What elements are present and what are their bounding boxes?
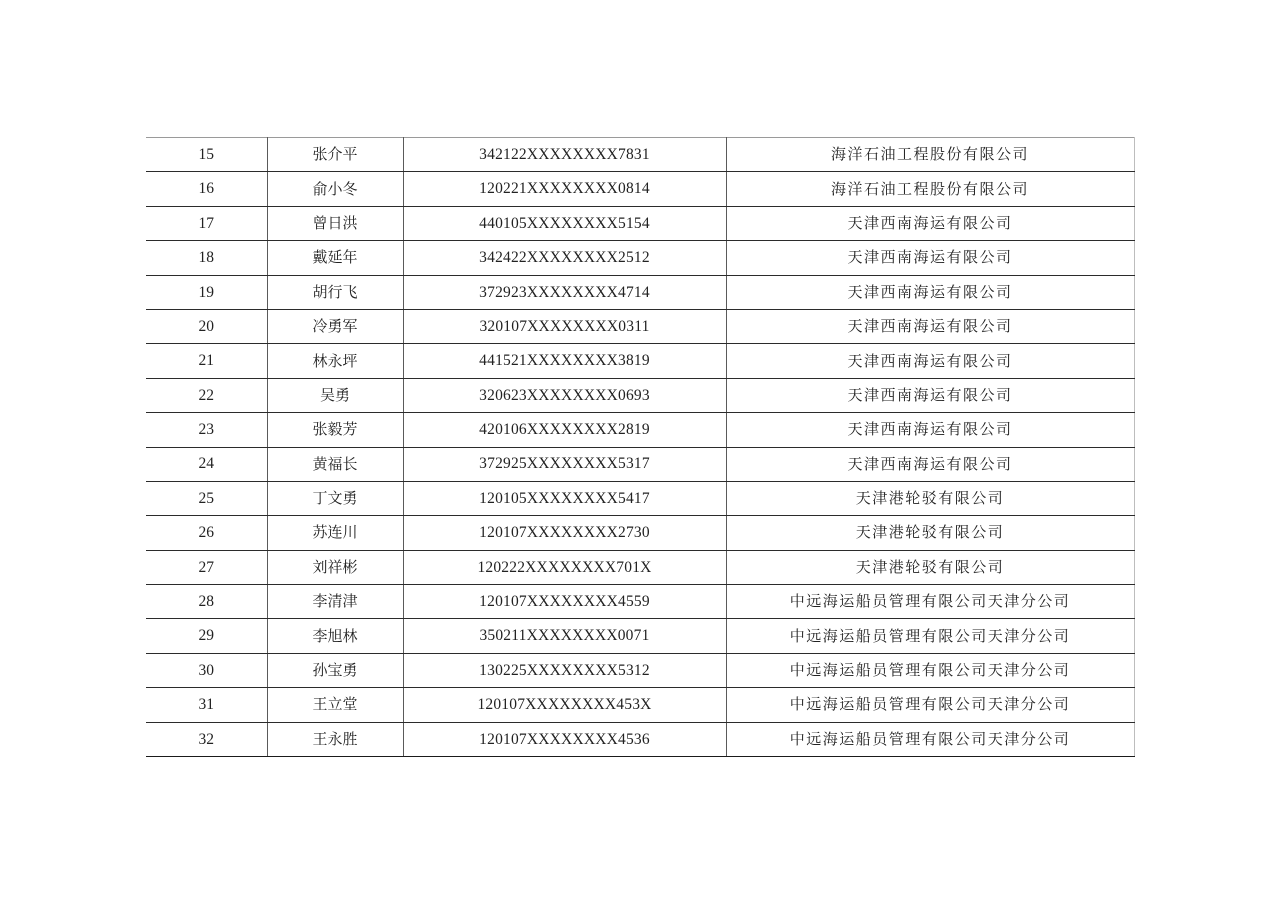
person-name-cell: 黄福长 — [267, 447, 403, 481]
person-name-cell: 冷勇军 — [267, 309, 403, 343]
id-number-cell: 120107XXXXXXXX4536 — [403, 722, 726, 756]
table-row — [146, 413, 1134, 447]
person-name-cell: 林永坪 — [267, 344, 403, 378]
id-number-cell: 372925XXXXXXXX5317 — [403, 447, 726, 481]
id-number-cell: 130225XXXXXXXX5312 — [403, 653, 726, 687]
person-name-cell: 戴延年 — [267, 241, 403, 275]
organization-cell: 海洋石油工程股份有限公司 — [726, 172, 1134, 206]
organization-cell: 天津西南海运有限公司 — [726, 378, 1134, 412]
organization-cell: 中远海运船员管理有限公司天津分公司 — [726, 722, 1134, 756]
id-number-cell: 441521XXXXXXXX3819 — [403, 344, 726, 378]
table-row — [146, 138, 1134, 172]
serial-number-cell: 22 — [146, 378, 267, 412]
table-row — [146, 516, 1134, 550]
id-number-cell: 120221XXXXXXXX0814 — [403, 172, 726, 206]
person-name-cell: 王立堂 — [267, 688, 403, 722]
serial-number-cell: 16 — [146, 172, 267, 206]
organization-cell: 天津西南海运有限公司 — [726, 206, 1134, 240]
organization-cell: 天津西南海运有限公司 — [726, 309, 1134, 343]
organization-cell: 天津港轮驳有限公司 — [726, 481, 1134, 515]
table-row — [146, 172, 1134, 206]
organization-cell: 天津西南海运有限公司 — [726, 447, 1134, 481]
serial-number-cell: 30 — [146, 653, 267, 687]
id-number-cell: 120105XXXXXXXX5417 — [403, 481, 726, 515]
id-number-cell: 320623XXXXXXXX0693 — [403, 378, 726, 412]
table-row — [146, 447, 1134, 481]
table-row — [146, 619, 1134, 653]
organization-cell: 天津西南海运有限公司 — [726, 275, 1134, 309]
id-number-cell: 342422XXXXXXXX2512 — [403, 241, 726, 275]
organization-cell: 天津西南海运有限公司 — [726, 344, 1134, 378]
organization-cell: 天津港轮驳有限公司 — [726, 550, 1134, 584]
person-name-cell: 李旭林 — [267, 619, 403, 653]
person-name-cell: 丁文勇 — [267, 481, 403, 515]
serial-number-cell: 17 — [146, 206, 267, 240]
id-number-cell: 120222XXXXXXXX701X — [403, 550, 726, 584]
serial-number-cell: 31 — [146, 688, 267, 722]
person-name-cell: 张毅芳 — [267, 413, 403, 447]
id-number-cell: 342122XXXXXXXX7831 — [403, 138, 726, 172]
table-row — [146, 688, 1134, 722]
table-row — [146, 481, 1134, 515]
serial-number-cell: 23 — [146, 413, 267, 447]
person-name-cell: 李清津 — [267, 585, 403, 619]
person-name-cell: 曾日洪 — [267, 206, 403, 240]
serial-number-cell: 25 — [146, 481, 267, 515]
personnel-table-body — [146, 138, 1134, 757]
organization-cell: 中远海运船员管理有限公司天津分公司 — [726, 688, 1134, 722]
table-row — [146, 241, 1134, 275]
serial-number-cell: 20 — [146, 309, 267, 343]
id-number-cell: 320107XXXXXXXX0311 — [403, 309, 726, 343]
table-row — [146, 722, 1134, 756]
organization-cell: 天津西南海运有限公司 — [726, 241, 1134, 275]
serial-number-cell: 24 — [146, 447, 267, 481]
serial-number-cell: 32 — [146, 722, 267, 756]
person-name-cell: 张介平 — [267, 138, 403, 172]
serial-number-cell: 18 — [146, 241, 267, 275]
table-row — [146, 550, 1134, 584]
serial-number-cell: 28 — [146, 585, 267, 619]
person-name-cell: 俞小冬 — [267, 172, 403, 206]
person-name-cell: 孙宝勇 — [267, 653, 403, 687]
organization-cell: 中远海运船员管理有限公司天津分公司 — [726, 653, 1134, 687]
table-row — [146, 653, 1134, 687]
organization-cell: 海洋石油工程股份有限公司 — [726, 138, 1134, 172]
table-row — [146, 344, 1134, 378]
organization-cell: 中远海运船员管理有限公司天津分公司 — [726, 619, 1134, 653]
id-number-cell: 372923XXXXXXXX4714 — [403, 275, 726, 309]
serial-number-cell: 26 — [146, 516, 267, 550]
id-number-cell: 350211XXXXXXXX0071 — [403, 619, 726, 653]
id-number-cell: 440105XXXXXXXX5154 — [403, 206, 726, 240]
serial-number-cell: 29 — [146, 619, 267, 653]
id-number-cell: 420106XXXXXXXX2819 — [403, 413, 726, 447]
serial-number-cell: 27 — [146, 550, 267, 584]
table-row — [146, 275, 1134, 309]
id-number-cell: 120107XXXXXXXX2730 — [403, 516, 726, 550]
person-name-cell: 苏连川 — [267, 516, 403, 550]
person-name-cell: 王永胜 — [267, 722, 403, 756]
table-row — [146, 378, 1134, 412]
table-row — [146, 585, 1134, 619]
serial-number-cell: 21 — [146, 344, 267, 378]
organization-cell: 天津港轮驳有限公司 — [726, 516, 1134, 550]
person-name-cell: 胡行飞 — [267, 275, 403, 309]
id-number-cell: 120107XXXXXXXX4559 — [403, 585, 726, 619]
table-row — [146, 309, 1134, 343]
serial-number-cell: 19 — [146, 275, 267, 309]
person-name-cell: 刘祥彬 — [267, 550, 403, 584]
personnel-table — [146, 137, 1135, 757]
id-number-cell: 120107XXXXXXXX453X — [403, 688, 726, 722]
table-row — [146, 206, 1134, 240]
organization-cell: 中远海运船员管理有限公司天津分公司 — [726, 585, 1134, 619]
person-name-cell: 吴勇 — [267, 378, 403, 412]
serial-number-cell: 15 — [146, 138, 267, 172]
organization-cell: 天津西南海运有限公司 — [726, 413, 1134, 447]
